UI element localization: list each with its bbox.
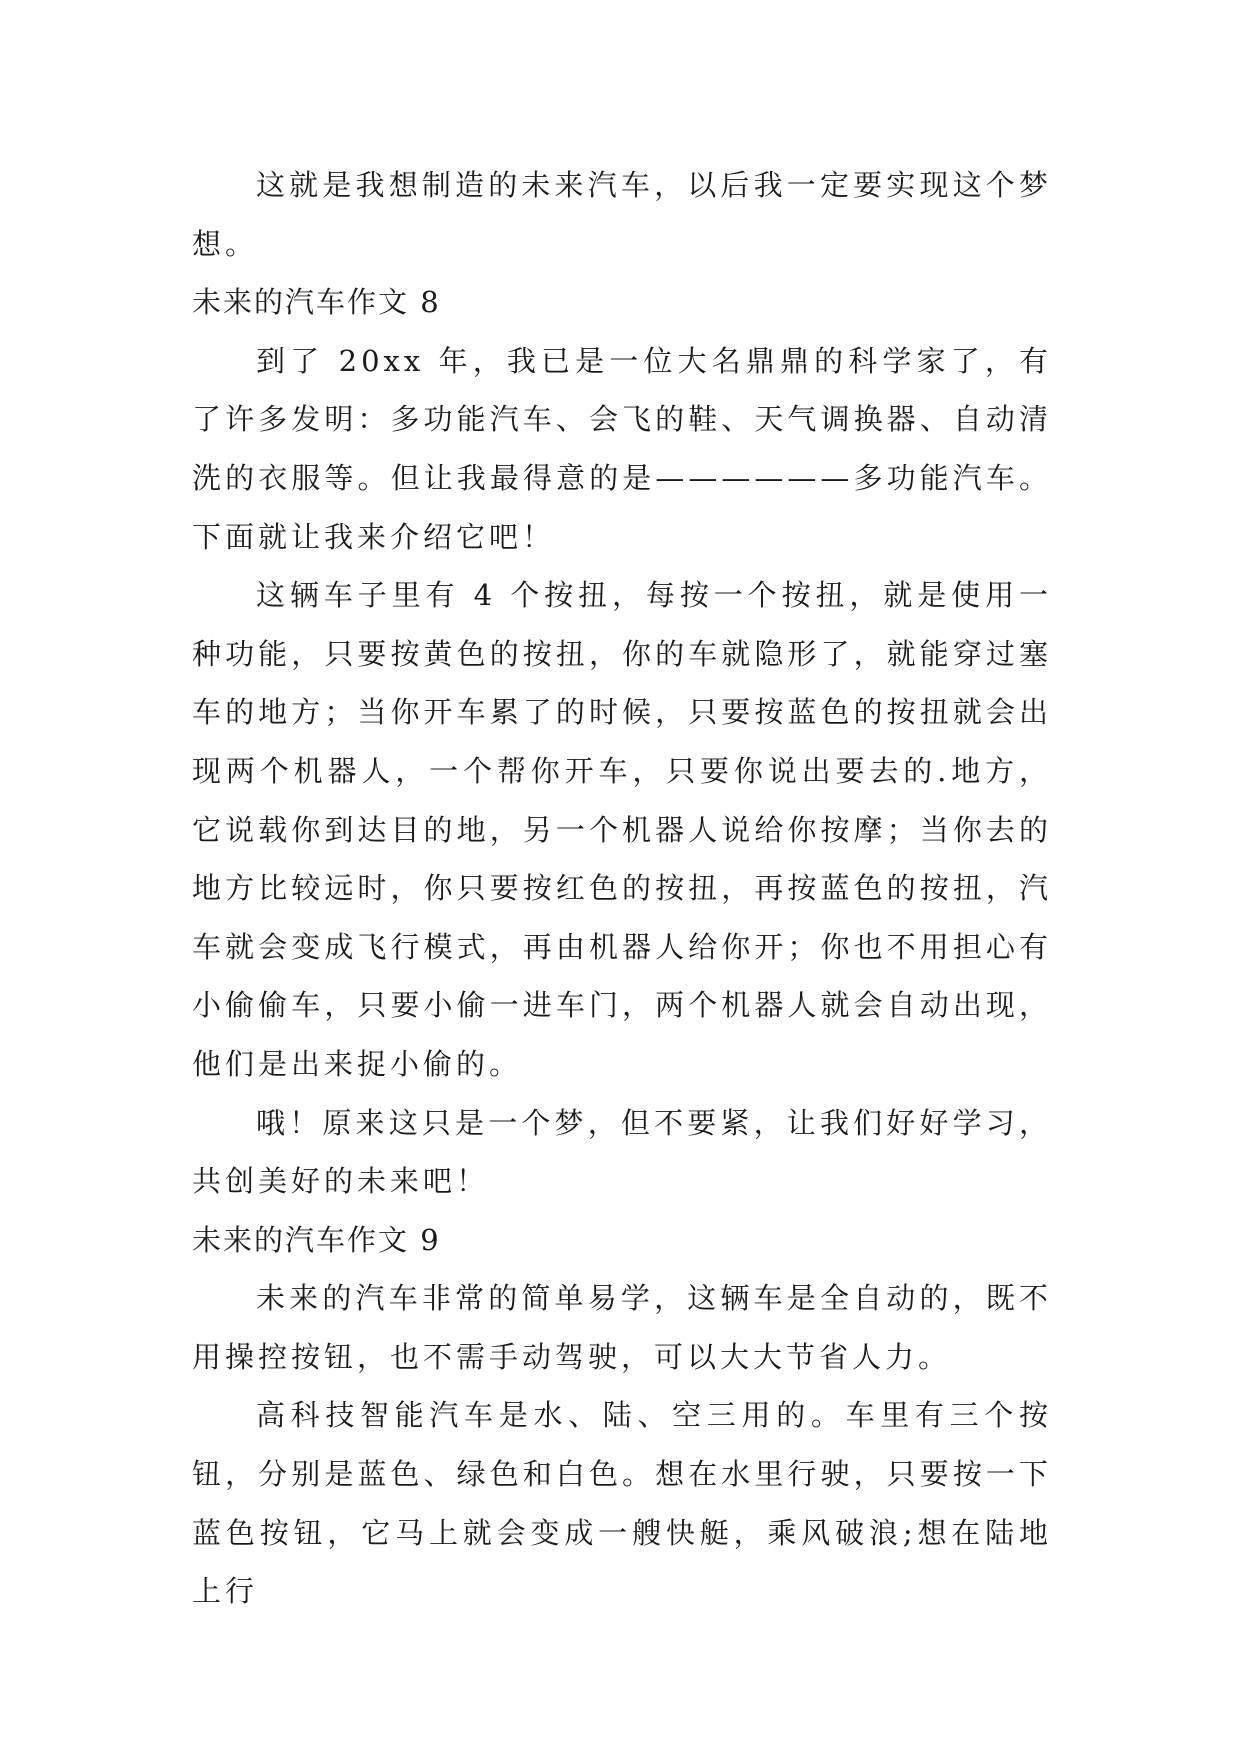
paragraph: 哦！原来这只是一个梦，但不要紧，让我们好好学习，共创美好的未来吧！ [192, 1105, 1052, 1199]
paragraph: 这辆车子里有 4 个按扭，每按一个按扭，就是使用一种功能，只要按黄色的按扭，你的车就隐形了，就能穿过塞车的地方；当你开车累了的时候，只要按蓝色的按扭就会出现两个机器人，一个帮你开车，只要你说出要去的.地方，它说载你到达目的地，另一个机器人说给你按摩；当你去的地方比较远时，你只要按红色的按扭，再按蓝色的按扭，汽车就会变成飞行模式，再由机器人给你开；你也不用担心有小偷偷车，只要小偷一进车门，两个机器人就会自动出现，他们是出来捉小偷的。 [192, 578, 1052, 1081]
paragraph: 高科技智能汽车是水、陆、空三用的。车里有三个按钮，分别是蓝色、绿色和白色。想在水里行驶，只要按一下蓝色按钮，它马上就会变成一艘快艇，乘风破浪;想在陆地上行 [192, 1398, 1052, 1609]
section-heading: 未来的汽车作文 9 [192, 1222, 441, 1257]
paragraph: 未来的汽车非常的简单易学，这辆车是全自动的，既不用操控按钮，也不需手动驾驶，可以大大节省人力。 [192, 1281, 1052, 1374]
section-heading: 未来的汽车作文 8 [192, 285, 441, 320]
paragraph: 到了 20xx 年，我已是一位大名鼎鼎的科学家了，有了许多发明：多功能汽车、会飞的鞋、天气调换器、自动清洗的衣服等。但让我最得意的是——————多功能汽车。下面就让我来介绍它吧！ [192, 343, 1052, 554]
paragraph: 这就是我想制造的未来汽车，以后我一定要实现这个梦想。 [192, 168, 1052, 261]
document-page [192, 156, 1052, 1621]
